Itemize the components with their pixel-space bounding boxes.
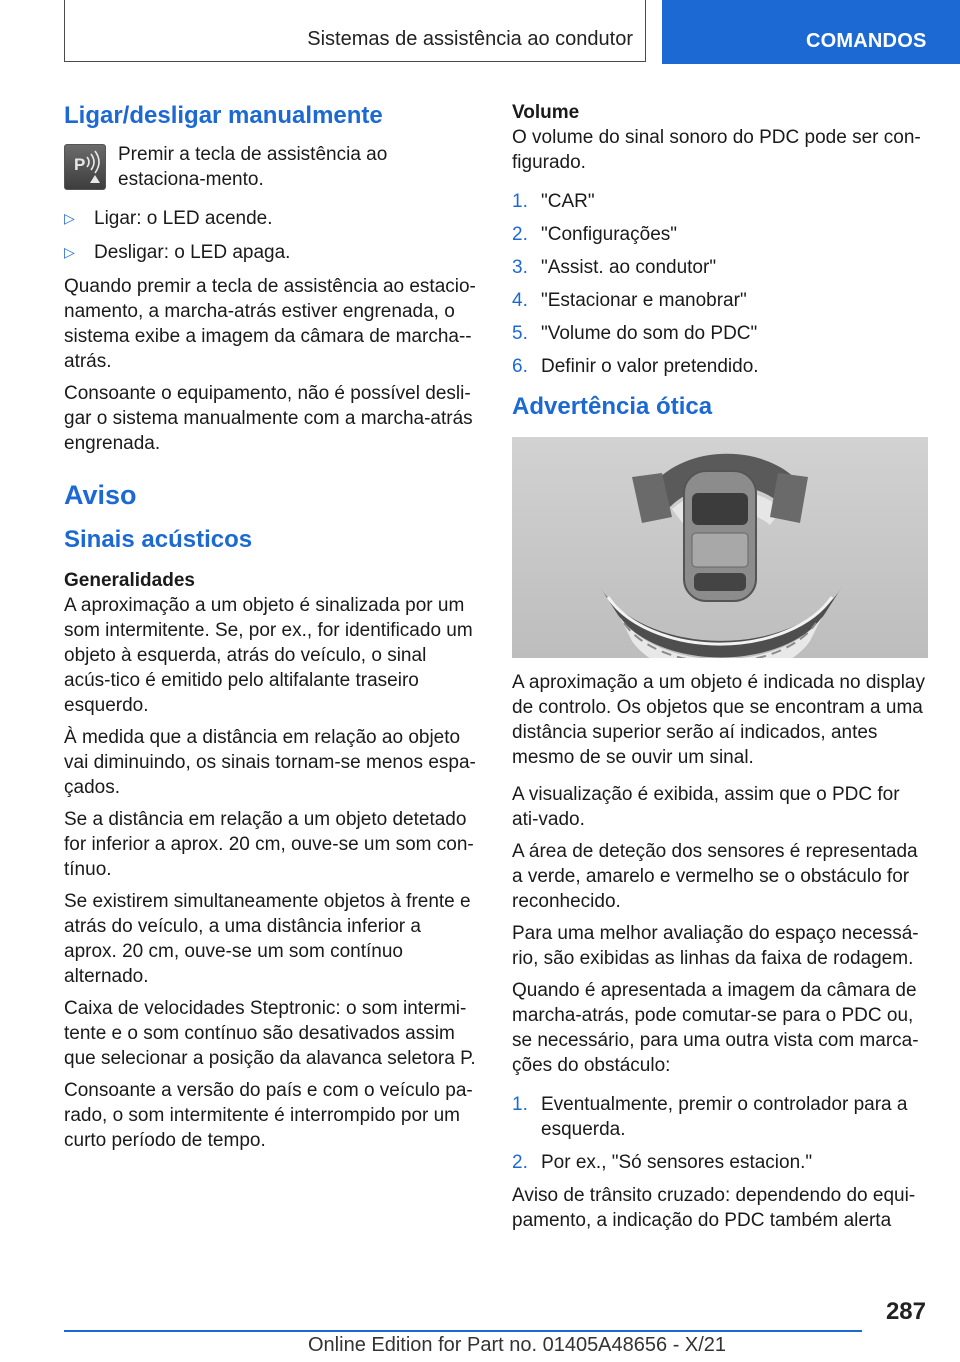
left-column [64, 100, 476, 1153]
list-item: ▷ Ligar: o LED acende. [64, 208, 273, 229]
chapter-tab[interactable] [662, 0, 960, 64]
list-item: 1. "CAR" [512, 191, 595, 212]
paragraph: Se a distância em relação a um objeto detetado for inferior a aprox. 20 cm, ouve-se um som con-tínuo. [64, 809, 474, 880]
right-column [512, 100, 930, 1233]
paragraph: Quando premir a tecla de assistência ao estacio-namento, a marcha-atrás estiver engrenada, o sistema exibe a imagem da câmara de marcha--atrás. [64, 276, 476, 372]
heading-sinais: Sinais acústicos [64, 526, 253, 553]
list-item: 6. Definir o valor pretendido. [512, 356, 759, 377]
paragraph: Aviso de trânsito cruzado: dependendo do equi-pamento, a indicação do PDC também alerta [512, 1185, 916, 1231]
header-section-box [64, 0, 646, 62]
footer-edition: Online Edition for Part no. 01405A48656 - X/21 [308, 1334, 727, 1356]
list-item: ▷ Desligar: o LED apaga. [64, 242, 291, 263]
paragraph: A área de deteção dos sensores é representada a verde, amarelo e vermelho se o obstáculo for reconhecido. [512, 841, 918, 912]
button-instruction-text: Premir a tecla de assistência ao estaciona-mento. [118, 144, 388, 190]
list-item: 2. "Configurações" [512, 224, 678, 245]
list-item: 1. Eventualmente, premir o controlador para a esquerda. [512, 1094, 908, 1140]
paragraph: A visualização é exibida, assim que o PDC for ati-vado. [512, 784, 900, 830]
list-item: 2. Por ex., "Só sensores estacion." [512, 1152, 813, 1173]
footer-divider [64, 1330, 862, 1332]
led-bullets [64, 206, 476, 265]
paragraph: Consoante o equipamento, não é possível desli-gar o sistema manualmente com a marcha-atrás engrenada. [64, 383, 473, 454]
paragraph: A aproximação a um objeto é sinalizada por um som intermitente. Se, por ex., for identificado um objeto à esquerda, atrás do veículo, o sinal acús-tico é emitido pelo altifalante traseiro esquerdo. [64, 595, 473, 716]
heading-advertencia: Advertência ótica [512, 393, 713, 420]
triangle-bullet-icon: ▷ [64, 244, 75, 260]
button-instruction [64, 142, 476, 192]
heading-manual: Ligar/desligar manualmente [64, 102, 383, 129]
park-assist-button-icon [64, 144, 106, 190]
pdc-car-graphic [512, 437, 928, 658]
paragraph: A aproximação a um objeto é indicada no display de controlo. Os objetos que se encontram a uma distância superior serão aí indicados, antes mesmo de se ouvir um sinal. [512, 672, 925, 768]
heading-volume: Volume [512, 102, 580, 123]
chapter-tab-label: COMANDOS [806, 30, 927, 52]
triangle-bullet-icon: ▷ [64, 210, 75, 226]
pdc-display-illustration [512, 437, 928, 658]
display-steps [512, 1092, 930, 1175]
heading-aviso: Aviso [64, 480, 137, 510]
page-number: 287 [885, 1298, 926, 1325]
heading-generalidades: Generalidades [64, 570, 195, 591]
list-item: 5. "Volume do som do PDC" [512, 323, 758, 344]
list-item: 4. "Estacionar e manobrar" [512, 290, 747, 311]
svg-text:P: P [74, 155, 86, 174]
paragraph: À medida que a distância em relação ao objeto vai diminuindo, os sinais tornam-se menos espa-çados. [64, 727, 476, 798]
paragraph: Para uma melhor avaliação do espaço necessá-rio, são exibidas as linhas da faixa de rodagem. [512, 923, 919, 969]
section-title: Sistemas de assistência ao condutor [307, 28, 633, 50]
paragraph: Caixa de velocidades Steptronic: o som intermi-tente e o som contínuo são desativados assim que selecionar a posição da alavanca seletora P. [64, 998, 476, 1069]
page-header [0, 0, 960, 64]
volume-steps [512, 189, 930, 379]
paragraph: Consoante a versão do país e com o veículo pa-rado, o som intermitente é interrompido por um curto período de tempo. [64, 1080, 473, 1151]
list-item: 3. "Assist. ao condutor" [512, 257, 717, 278]
paragraph: Quando é apresentada a imagem da câmara de marcha-atrás, pode comutar-se para o PDC ou, se necessário, para uma outra vista com marca-ções do obstáculo: [512, 980, 919, 1076]
paragraph: O volume do sinal sonoro do PDC pode ser con-figurado. [512, 127, 921, 173]
paragraph: Se existirem simultaneamente objetos à frente e atrás do veículo, a uma distância inferior a aprox. 20 cm, ouve-se um som contínuo alternado. [64, 891, 471, 987]
